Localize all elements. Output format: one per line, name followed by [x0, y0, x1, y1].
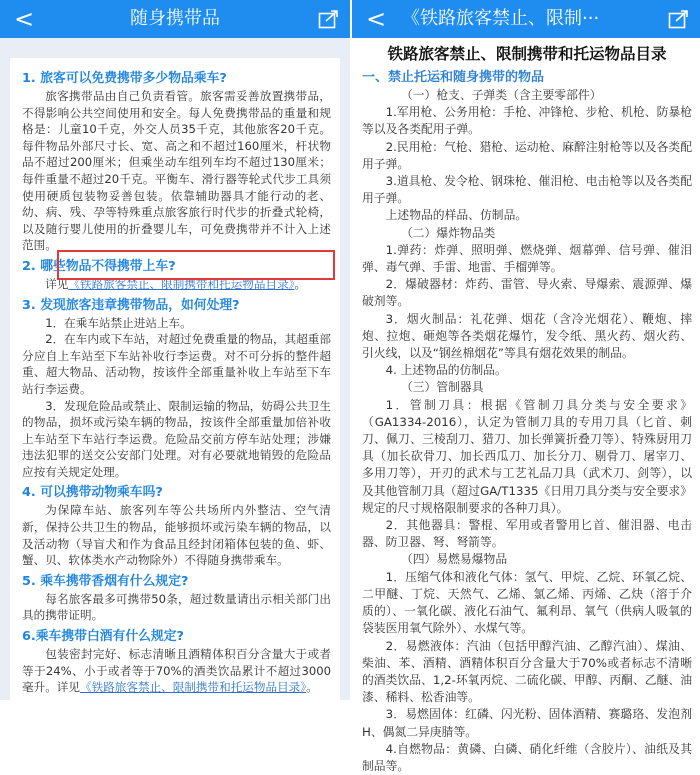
sub-heading: （四）易燃易爆物品 [400, 552, 508, 567]
share-icon[interactable] [318, 9, 340, 29]
list-item: 1．在乘车站禁止进站上车。 [45, 315, 192, 330]
right-navbar [352, 0, 700, 38]
section-heading: 一、禁止托运和随身携带的物品 [362, 70, 545, 85]
section-heading: 4. 可以携带动物乘车吗? [22, 485, 163, 501]
list-item: 4. 上述物品的仿制品。 [385, 363, 507, 378]
left-content [10, 58, 340, 708]
catalog-link[interactable]: 《铁路旅客禁止、限制携带和托运物品目录》 [79, 680, 307, 695]
back-button[interactable]: < [14, 5, 35, 33]
list-item: 2.民用枪：气枪、猎枪、运动枪、麻醉注射枪等以及各类配用子弹。 [362, 139, 692, 171]
right-content [352, 38, 700, 773]
section-heading: 2. 哪些物品不得携带上车? [22, 258, 176, 274]
section-text: 为保障车站、旅客列车等公共场所内外整洁、空气清新，保持公共卫生的物品，能够损坏或污染车辆的物品，以及活动物（导盲犬和作为食品且经封闭箱体包装的鱼、虾、蟹、贝、软体类水产动物除外）不得随身携带乘车。 [22, 503, 331, 568]
list-item: 3.道具枪、发令枪、钢珠枪、催泪枪、电击枪等以及各类配用子弹。 [362, 174, 692, 206]
text-suffix: 。 [306, 680, 318, 695]
list-item: 2．在车内或下车站，对超过免费重量的物品，其超重部分应自上车站至下车站补收行李运费。对不可分拆的整件超重、超大物品、活动物，按该件全部重量补收上车站至下车站行李运费。 [22, 332, 331, 396]
section-text [22, 646, 331, 696]
list-item: 1．管制刀具：根据《管制刀具分类与安全要求》（GA1334-2016），认定为管制刀具的专用刀具（匕首、刺刀、佩刀、三棱刮刀、猎刀、加长弹簧折叠刀等）、特殊厨用刀具（加长砍骨刀、加长西瓜刀、加长分刀、剔骨刀、屠宰刀、多用刀等），开刃的武术与工艺礼品刀具（武术刀、剑等），以及其他管制刀具（超过GA/T1335《日用刀具分类与安全要求》规定的尺寸规格限制要求的各种刀具）。 [362, 397, 692, 515]
list-item: 1.军用枪、公务用枪：手枪、冲锋枪、步枪、机枪、防暴枪等以及各类配用子弹。 [362, 105, 692, 137]
document-title: 铁路旅客禁止、限制携带和托运物品目录 [387, 45, 667, 63]
list-item: 上述物品的样品、仿制品。 [385, 208, 528, 223]
list-item: 3．烟火制品：礼花弹、烟花（含冷光烟花）、鞭炮、摔炮、拉炮、砸炮等各类烟花爆竹，发令纸、黑火药、烟火药、引火线，以及“钢丝棉烟花”等具有烟花效果的制品。 [362, 311, 692, 361]
list-item: 2．易燃液体：汽油（包括甲醇汽油、乙醇汽油）、煤油、柴油、苯、酒精、酒精体积百分含量大于70%或者标志不清晰的酒类饮品、1,2-环氧丙烷、二硫化碳、甲醇、丙酮、乙醚、油漆、稀料、松香油等。 [362, 638, 692, 705]
section-heading: 1. 旅客可以免费携带多少物品乘车? [22, 71, 227, 86]
section-heading: 6.乘车携带白酒有什么规定? [22, 629, 184, 645]
left-screen [0, 0, 350, 700]
section-text: 旅客携带品由自己负责看管。旅客需妥善放置携带品，不得影响公共空间使用和安全。每人免费携带品的重量和规格是：儿童10千克，外交人员35千克，其他旅客20千克。每件物品外部尺寸长、宽、高之和不超过160厘米，杆状物品不超过200厘米；但乘坐动车组列车均不超过130厘米；每件重量不超过20千克。平衡车、滑行器等轮式代步工具须使用硬质包装物妥善包装。依靠辅助器具才能行动的老、幼、病、残、孕等特殊重点旅客旅行时代步的折叠式轮椅，以及随行婴儿使用的折叠婴儿车，可免费携带并不计入上述范围。 [22, 89, 331, 253]
section-heading: 5. 乘车携带香烟有什么规定? [22, 573, 189, 589]
left-navbar [0, 0, 350, 38]
list-item: 2．爆破器材：炸药、雷管、导火索、导爆索、震源弹、爆破剂等。 [362, 277, 692, 309]
back-button[interactable]: < [366, 5, 387, 33]
sub-heading: （一）枪支、子弹类（含主要零部件） [400, 88, 602, 102]
text-prefix: 详见 [45, 276, 69, 291]
sub-heading: （三）管制器具 [400, 380, 484, 395]
page-title: 《铁路旅客禁止、限制··· [402, 8, 600, 29]
list-item: 1.弹药：炸弹、照明弹、燃烧弹、烟幕弹、信号弹、催泪弹、毒气弹、手雷、地雷、手榴弹等。 [362, 242, 692, 275]
list-item: 3．易燃固体：红磷、闪光粉、固体酒精、赛璐珞、发泡剂H、偶氮二异庚腈等。 [362, 707, 692, 739]
page-title: 随身携带品 [130, 8, 220, 29]
list-item: 4.自燃物品：黄磷、白磷、硝化纤维（含胶片）、油纸及其制品等。 [362, 741, 692, 773]
catalog-link[interactable]: 《铁路旅客禁止、限制携带和托运物品目录》 [68, 276, 295, 291]
section-heading: 3. 发现旅客违章携带物品，如何处理? [22, 297, 240, 313]
section-text: 每名旅客最多可携带50条，超过数量请出示相关部门出具的携带证明。 [22, 591, 331, 623]
list-item: 1．压缩气体和液化气体：氢气、甲烷、乙烷、环氧乙烷、二甲醚、丁烷、天然气、乙烯、氯乙烯、丙烯、乙炔（溶于介质的）、一氧化碳、液化石油气、氟利昂、氧气（供病人吸氧的袋装医用氧气除外）、水煤气等。 [362, 569, 692, 636]
share-icon[interactable] [668, 9, 690, 29]
list-item: 3．发现危险品或禁止、限制运输的物品，妨碍公共卫生的物品，损坏或污染车辆的物品，按该件全部重量加倍补收上车站至下车站行李运费。危险品交前方停车站处理；涉嫌违法犯罪的送交公安部门处理。对有必要就地销毁的危险品应按有关规定处理。 [22, 398, 331, 479]
sub-heading: （二）爆炸物品类 [400, 225, 496, 240]
text-suffix: 。 [294, 276, 307, 291]
section-text [22, 276, 331, 293]
right-screen [352, 0, 700, 773]
list-item: 2．其他器具：警棍、军用或者警用匕首、催泪器、电击器、防卫器、弩、弩箭等。 [362, 518, 692, 550]
text-prefix: 包装密封完好、标志清晰且酒精体积百分含量大于或者等于24%、小于或者等于70%的酒类饮品累计不超过3000毫升。详见 [22, 647, 331, 695]
